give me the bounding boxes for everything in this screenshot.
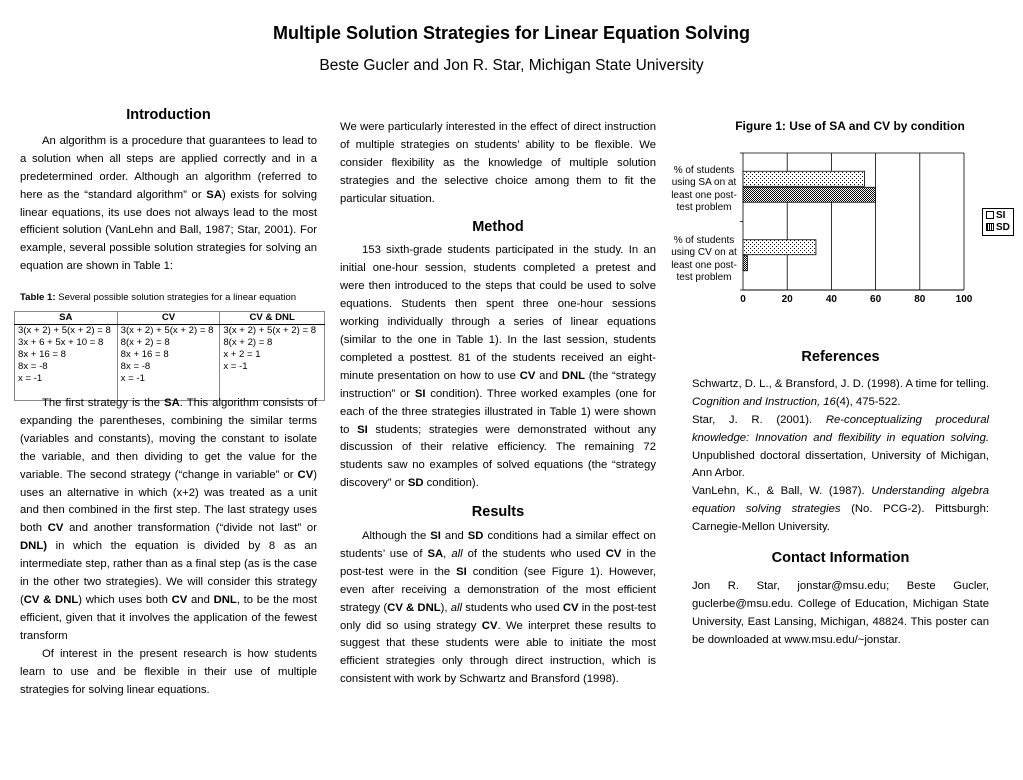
bar-sd-cv bbox=[743, 256, 747, 271]
bold-text: SI bbox=[456, 565, 467, 578]
bold-text: SA bbox=[206, 188, 222, 201]
middle-column bbox=[340, 119, 656, 689]
bar-si-cv bbox=[743, 240, 816, 255]
table-cell-cv-dnl: 3(x + 2) + 5(x + 2) = 8 8(x + 2) = 8 x + 2 = 1 x = -1 bbox=[220, 325, 325, 401]
intro-paragraph-3: Of interest in the present research is how students learn to use and be flexible in their use of multiple strategies for solving linear equations. bbox=[20, 647, 317, 696]
bold-text: CV & DNL bbox=[23, 593, 79, 606]
x-tick-label: 60 bbox=[870, 294, 882, 305]
legend-item-sd bbox=[986, 222, 1010, 234]
bold-text: CV bbox=[605, 547, 622, 560]
x-tick-label: 80 bbox=[914, 294, 926, 305]
table-header-sa: SA bbox=[15, 312, 118, 325]
category-label-sa: % of students using SA on at least one post-test problem bbox=[671, 165, 737, 213]
table-caption bbox=[20, 292, 320, 303]
italic-text: all bbox=[451, 547, 463, 560]
reference-item: VanLehn, K., & Ball, W. (1987). Understanding algebra equation solving strategies (No. PCG-2). Pittsburgh: Carnegie-Mellon University. bbox=[692, 485, 990, 534]
table-cell-sa: 3(x + 2) + 5(x + 2) = 8 3x + 6 + 5x + 10 = 8 8x + 16 = 8 8x = -8 x = -1 bbox=[15, 325, 118, 401]
legend-swatch-sd bbox=[986, 223, 994, 231]
table-caption-text: Several possible solution strategies for a linear equation bbox=[55, 292, 297, 303]
bold-text: SI bbox=[414, 387, 426, 400]
middle-intro-paragraph: We were particularly interested in the effect of direct instruction of multiple strategies on students’ ability to be flexible. We consider flexibility as the knowledge of multiple solution strategies and the selective choice among them to fit the particular situation. bbox=[340, 121, 656, 205]
bar-si-sa bbox=[743, 171, 865, 186]
bold-text: CV & DNL bbox=[387, 601, 441, 614]
chart-area bbox=[664, 150, 1019, 320]
bold-text: SA bbox=[427, 547, 444, 560]
intro-paragraph-2: The first strategy is the SA. This algorithm consists of expanding the parentheses, combining the similar terms (variables and constants), moving the constant to isolate the variable, and then dividing to get the value for the variable. The second strategy (“change in variable” or CV) uses an alternative in which (x+2) was treated as a unit and then combined in the first step. The last strategy uses both CV and another transformation (“divide not last” or DNL) in which the equation is divided by 8 as an intermediate step, rather than as a final step (as is the case in the other two strategies). We will consider this strategy (CV & DNL) which uses both CV and DNL, to be the most efficient, given that it involves the application of the fewest transform bbox=[20, 397, 318, 642]
bold-text: SA bbox=[164, 397, 180, 409]
bold-text: SD bbox=[407, 477, 424, 490]
method-paragraph: 153 sixth-grade students participated in the study. In an initial one-hour session, students completed a pretest and were then introduced to the steps that could be used to solve equations. Students then spent three one-hour sessions working individually through a series of linear equations (similar to the one in Table 1). In the last session, students completed a posttest. 81 of the students received an eight-minute presentation on how to use CV and DNL (the “strategy instruction” or SI condition). Three worked examples (one for each of the three strategies illustrated in Table 1) were shown to SI students; strategies were demonstrated without any discussion of their relative efficiency. The remaining 72 students saw no examples of solved equations (the “strategy discovery” or SD condition). bbox=[340, 244, 656, 490]
legend-item-si bbox=[986, 210, 1010, 222]
bar-sd-sa bbox=[743, 187, 876, 202]
poster-title: Multiple Solution Strategies for Linear Equation Solving bbox=[272, 23, 751, 43]
table-header-cv: CV bbox=[117, 312, 220, 325]
x-tick-label: 100 bbox=[955, 294, 973, 305]
left-column bbox=[20, 107, 317, 276]
italic-text: all bbox=[450, 601, 463, 614]
intro-paragraph-1: An algorithm is a procedure that guarantees to lead to a solution when all steps are applied correctly and in a predetermined order. Although an algorithm (referred to here as the “standard algorithm” or SA) exists for solving linear equations, its use does not always lead to the most efficient solution (VanLehn and Ball, 1987; Star, 2001). For example, several possible solution strategies for solving an equation are shown in Table 1: bbox=[20, 134, 317, 273]
solution-strategies-table bbox=[14, 311, 325, 401]
results-heading: Results bbox=[471, 504, 525, 521]
x-tick-label: 40 bbox=[825, 294, 837, 305]
contact-heading: Contact Information bbox=[771, 550, 910, 567]
x-tick-label: 20 bbox=[781, 294, 793, 305]
left-column-lower bbox=[20, 395, 317, 699]
contact-text: Jon R. Star, jonstar@msu.edu; Beste Gucler, guclerbe@msu.edu. College of Education, Michigan State University, East Lansing, Michigan, 48824. This poster can be downloaded at www.msu.edu/~jonstar. bbox=[692, 579, 989, 646]
table-header-cv-dnl: CV & DNL bbox=[220, 312, 325, 325]
italic-text: Understanding algebra equation solving strategies bbox=[692, 485, 989, 516]
table-cell-cv: 3(x + 2) + 5(x + 2) = 8 8(x + 2) = 8 8x + 16 = 8 8x = -8 x = -1 bbox=[117, 325, 220, 401]
right-column bbox=[692, 349, 989, 650]
table-header-row bbox=[15, 312, 325, 325]
legend-label-sd: SD bbox=[996, 222, 1010, 233]
bold-text: SI bbox=[357, 423, 368, 436]
introduction-heading: Introduction bbox=[126, 107, 211, 123]
legend-swatch-si bbox=[986, 211, 994, 219]
bold-text: SD bbox=[467, 530, 484, 543]
x-tick-label: 0 bbox=[740, 294, 746, 305]
bold-text: SI bbox=[430, 530, 441, 543]
poster-authors: Beste Gucler and Jon R. Star, Michigan State University bbox=[319, 57, 704, 74]
results-paragraph: Although the SI and SD conditions had a similar effect on students’ use of SA, all of the students who used CV in the post-test were in the SI condition (see Figure 1). However, even after receiving a demonstration of the most efficient strategy (CV & DNL), all students who used CV in the post-test only did so using strategy CV. We interpret these results to suggest that these students were able to initiate the most efficient strategies only through direct instruction, which is consistent with work by Schwartz and Bransford (1998). bbox=[340, 530, 656, 686]
references-heading: References bbox=[801, 349, 880, 365]
chart-legend bbox=[982, 208, 1014, 236]
italic-text: Cognition and Instruction, 16 bbox=[692, 395, 836, 408]
figure-caption: Figure 1: Use of SA and CV by condition bbox=[735, 119, 965, 133]
table-row bbox=[15, 325, 325, 401]
bold-text: CV bbox=[481, 619, 498, 632]
bold-text: DNL) bbox=[20, 540, 47, 553]
table-caption-label: Table 1: bbox=[20, 292, 56, 303]
bold-text: CV bbox=[562, 601, 579, 614]
legend-label-si: SI bbox=[996, 210, 1006, 221]
reference-item: Schwartz, D. L., & Bransford, J. D. (1998). A time for telling. Cognition and Instruction, 16(4), 475-522. bbox=[692, 377, 989, 408]
category-label-cv: % of students using CV on at least one post-test problem bbox=[671, 235, 737, 283]
reference-item: Star, J. R. (2001). Re-conceptualizing procedural knowledge: Innovation and flexibility in equation solving. Unpublished doctoral dissertation, University of Michigan, Ann Arbor. bbox=[692, 413, 989, 480]
bold-text: CV bbox=[47, 522, 64, 535]
bold-text: CV bbox=[519, 369, 536, 382]
bold-text: CV bbox=[171, 593, 188, 606]
bold-text: CV bbox=[297, 468, 314, 481]
bold-text: DNL bbox=[213, 593, 237, 606]
italic-text: Re-conceptualizing procedural knowledge: Innovation and flexibility in equation solving. bbox=[692, 413, 989, 444]
bold-text: DNL bbox=[561, 369, 586, 382]
method-heading: Method bbox=[472, 218, 524, 235]
